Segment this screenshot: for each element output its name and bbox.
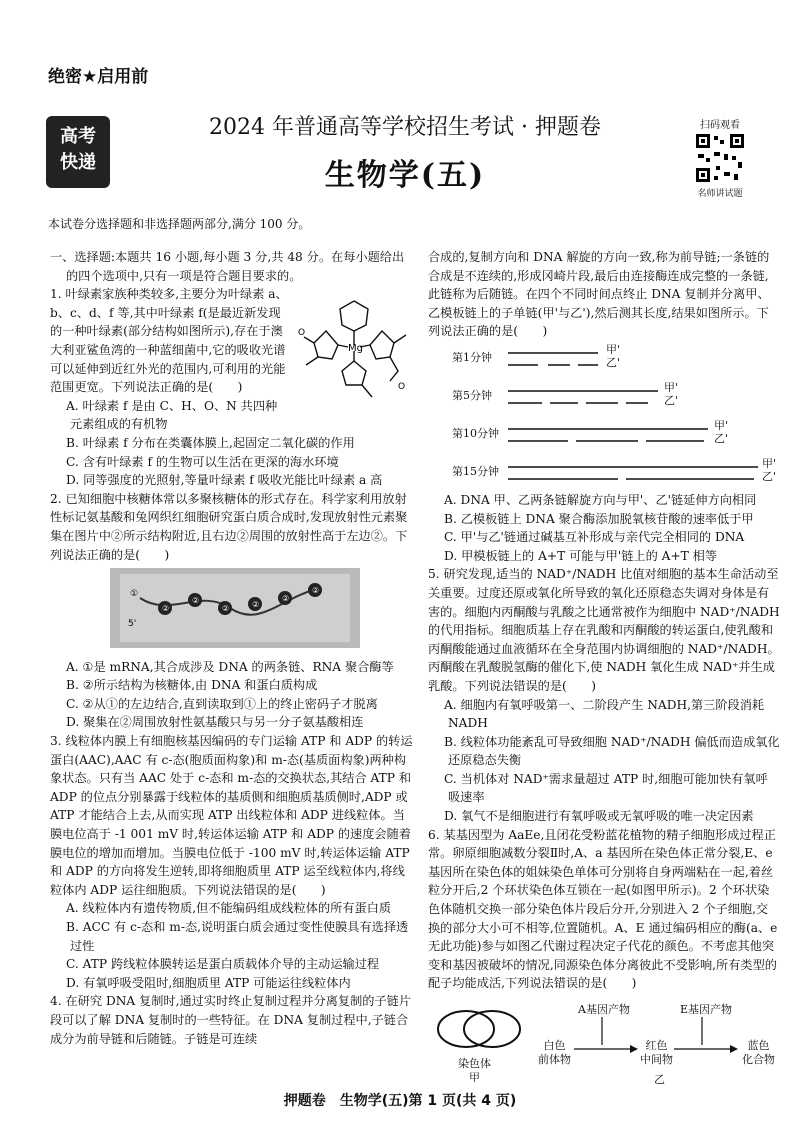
fig-yi-label: 乙	[654, 1073, 665, 1086]
red-intermediate: 红色 中间物	[640, 1039, 673, 1066]
gel-row-4	[428, 456, 780, 485]
jia-label-4: 甲'	[762, 456, 777, 470]
confidential-mark: 绝密★启用前	[48, 67, 149, 87]
time-label-1: 第1分钟	[452, 350, 492, 364]
q1-option-b[interactable]: B. 叶绿素 f 分布在类囊体膜上,起固定二氧化碳的作用	[66, 435, 355, 450]
yi-label-3: 乙'	[714, 431, 729, 445]
q5-option-d[interactable]: D. 氧气不是细胞进行有氧呼吸或无氧呼吸的唯一决定因素	[444, 809, 754, 824]
left-column	[50, 248, 414, 1048]
question-6: 6. 某基因型为 AaEe,且闭花受粉蓝花植物的精子细胞形成过程正常。卵原细胞减数分裂Ⅱ时,A、a 基因所在染色体正常分裂,E、e 基因所在染色体的姐妹染色单体可分别将自身两端粘在一起,着丝粒分开后,2 个环状染色体互锁在一起(如图甲所示)。2 个环状染色体随机交换一部分染色体片段后分开,分别进入 2 个子细胞,交换的部分大小可不相等,位置随机。A、E 通过编码相应的酶(a、e 无此功能)参与如图乙代谢过程决定子代花的颜色。不考虑其他突变和基因被破坏的情况,同源染色体分离彼此不受影响,所有类型的配子均能成活,下列说法错误的是( )	[428, 827, 778, 991]
q2-option-d[interactable]: D. 聚集在②周围放射性氨基酸只与另一分子氨基酸相连	[66, 715, 364, 730]
section-heading: 一、选择题:本题共 16 小题,每小题 3 分,共 48 分。在每小题给出的四个选项中,只有一项是符合题目要求的。	[50, 250, 405, 283]
time-label-4: 第15分钟	[452, 464, 499, 478]
jia-label-2: 甲'	[664, 380, 679, 394]
svg-text:②: ②	[162, 604, 170, 614]
yi-label-1: 乙'	[606, 355, 621, 369]
page-footer: 押题卷 生物学(五)第 1 页(共 4 页)	[283, 1093, 517, 1109]
strands-row-4	[508, 459, 770, 485]
q5-option-c[interactable]: C. 当机体对 NAD⁺需求量超过 ATP 时,细胞可能加快有氧呼吸速率	[444, 771, 768, 805]
polyribosome-micrograph	[110, 568, 360, 648]
exam-intro: 本试卷分选择题和非选择题两部分,满分 100 分。	[48, 217, 311, 231]
q1-option-c[interactable]: C. 含有叶绿素 f 的生物可以生活在更深的海水环境	[66, 454, 339, 469]
strands-row-1	[508, 345, 768, 371]
qr-label: 扫码观看	[700, 120, 740, 131]
q1-option-d[interactable]: D. 同等强度的光照射,等量叶绿素 f 吸收光能比叶绿素 a 高	[66, 473, 383, 488]
chlorophyll-structure-diagram	[294, 287, 414, 407]
q5-option-b[interactable]: B. 线粒体功能紊乱可导致细胞 NAD⁺/NADH 偏低而造成氧化还原稳态失衡	[444, 734, 780, 768]
svg-text:Mg: Mg	[348, 343, 363, 355]
dna-replication-figure	[428, 342, 780, 485]
q4-option-a[interactable]: A. DNA 甲、乙两条链解旋方向与甲'、乙'链延伸方向相同	[444, 492, 757, 507]
yi-label-2: 乙'	[664, 393, 679, 407]
brand-logo: 高考 快递	[46, 116, 110, 188]
question-2: 2. 已知细胞中核糖体常以多聚核糖体的形式存在。科学家利用放射性标记氨基酸和兔网织红细胞研究蛋白质合成时,发现放射性元素聚集在图片中②所示结构附近,且右边②周围的放射性高于左边②。下列说法正确的是( )	[50, 491, 408, 562]
blue-compound: 蓝色 化合物	[742, 1039, 775, 1066]
time-label-2: 第5分钟	[452, 388, 492, 402]
svg-text:②: ②	[312, 586, 320, 596]
svg-text:5': 5'	[128, 619, 137, 630]
white-precursor: 白色 前体物	[538, 1039, 571, 1066]
qr-code-icon[interactable]	[694, 132, 746, 184]
q1-option-a[interactable]: A. 叶绿素 f 是由 C、H、O、N 共四种元素组成的有机物	[66, 398, 278, 432]
q2-option-a[interactable]: A. ①是 mRNA,其合成涉及 DNA 的两条链、RNA 聚合酶等	[66, 659, 394, 674]
time-label-3: 第10分钟	[452, 426, 499, 440]
qr-caption: 名师讲试题	[697, 189, 743, 199]
question-3: 3. 线粒体内膜上有细胞核基因编码的专门运输 ATP 和 ADP 的转运蛋白(AAC),AAC 有 c-态(胞质面构象)和 m-态(基质面构象)两种构象状态。只有当 AAC 处于 c-态和 m-态的交换状态,其结合 ATP 和 ADP 的位点分别暴露于线粒体的基质侧和细胞质基质侧时,ADP 或 ATP 才能结合上去,从而实现 ATP 出线粒体和 ADP 进线粒体。当膜电位高于 -1 001 mV 时,转运体运输 ATP 和 ADP 的速度会随着膜电位的增加而增加。当膜电位低于 -100 mV 时,转运体运输 ATP 和 ADP 的方向将发生逆转,即将细胞质里 ATP 运至线粒体内,将线粒体内 ADP 运往细胞质。下列说法错误的是( )	[50, 734, 413, 897]
q4-option-b[interactable]: B. 乙模板链上 DNA 聚合酶添加脱氧核苷酸的速率低于甲	[444, 511, 754, 526]
a-gene-product: A基因产物	[578, 1003, 630, 1016]
svg-text:②: ②	[222, 604, 230, 614]
q3-option-a[interactable]: A. 线粒体内有遗传物质,但不能编码组成线粒体的所有蛋白质	[66, 901, 392, 916]
q5-option-a[interactable]: A. 细胞内有氧呼吸第一、二阶段产生 NADH,第三阶段消耗 NADH	[444, 697, 765, 731]
yi-label-4: 乙'	[762, 469, 777, 483]
svg-text:O: O	[398, 382, 406, 393]
svg-text:②: ②	[282, 594, 290, 604]
question-5: 5. 研究发现,适当的 NAD⁺/NADH 比值对细胞的基本生命活动至关重要。过度还原或氧化所导致的氧化还原稳态失调对身体是有害的。细胞内丙酮酸与乳酸之比通常被作为细胞中 NAD⁺/NADH 的代用指标。细胞质基上存在乳酸和丙酮酸的转运蛋白,使乳酸和丙酮酸能通过血液循环在全身范围内协调细胞的 NAD⁺/NADH。丙酮酸在乳酸脱氢酶的催化下,使 NADH 氧化生成 NAD⁺并生成乳酸。下列说法错误的是( )	[428, 567, 780, 693]
question-4-start: 4. 在研究 DNA 复制时,通过实时终止复制过程并分离复制的子链片段可以了解 DNA 复制时的一些特征。在 DNA 复制过程中,子链合成分为前导链和后随链。子链是可连续	[50, 994, 412, 1046]
e-gene-product: E基因产物	[680, 1003, 733, 1016]
q3-option-c[interactable]: C. ATP 跨线粒体膜转运是蛋白质载体介导的主动运输过程	[66, 957, 380, 972]
svg-text:O: O	[298, 328, 306, 339]
chromosome-pathway-figure	[428, 999, 780, 1094]
q4-option-c[interactable]: C. 甲'与乙'链通过碱基互补形成与亲代完全相同的 DNA	[444, 530, 745, 545]
gel-row-3	[428, 418, 780, 447]
question-1: 1. 叶绿素家族种类较多,主要分为叶绿素 a、b、c、d、f 等,其中叶绿素 f(是最近新发现的一种叶绿素(部分结构如图所示),存在于澳大利亚鲨鱼湾的一种蓝细菌中,它的吸收光谱可以延伸到近红外光的范围内,可利用的光能范围更宽。下列说法正确的是( )	[50, 287, 288, 395]
exam-title: 2024 年普通高等学校招生考试 · 押题卷	[209, 115, 601, 140]
q3-option-d[interactable]: D. 有氧呼吸受阻时,细胞质里 ATP 可能运往线粒体内	[66, 975, 351, 990]
q3-option-b[interactable]: B. ACC 有 c-态和 m-态,说明蛋白质会通过变性使膜具有选择透过性	[66, 920, 409, 953]
svg-text:②: ②	[252, 600, 260, 610]
svg-text:①: ①	[130, 589, 139, 600]
right-column	[428, 248, 780, 1100]
question-4-cont: 合成的,复制方向和 DNA 解旋的方向一致,称为前导链;一条链的合成是不连续的,形成冈崎片段,最后由连接酶连成完整的一条链,此链称为后随链。在四个不同时间点终止 DNA 复制并分离甲、乙模板链上的子单链(甲'与乙'),然后测其长度,结果如图所示。下列说法正确的是( )	[428, 250, 770, 339]
subject-title: 生物学(五)	[324, 158, 486, 193]
fig-jia-label: 染色体 甲	[458, 1057, 491, 1084]
svg-text:②: ②	[192, 596, 200, 606]
gel-row-2	[428, 380, 780, 409]
jia-label-3: 甲'	[714, 418, 729, 432]
jia-label-1: 甲'	[606, 342, 621, 356]
q4-option-d[interactable]: D. 甲模板链上的 A+T 可能与甲'链上的 A+T 相等	[444, 548, 718, 563]
gel-row-1	[428, 342, 780, 371]
strands-row-3	[508, 421, 768, 447]
q2-option-b[interactable]: B. ②所示结构为核糖体,由 DNA 和蛋白质构成	[66, 678, 318, 693]
interlocked-rings-diagram	[434, 1005, 524, 1055]
strands-row-2	[508, 383, 768, 409]
q2-option-c[interactable]: C. ②从①的左边结合,直到读取到①上的终止密码子才脱离	[66, 696, 378, 711]
